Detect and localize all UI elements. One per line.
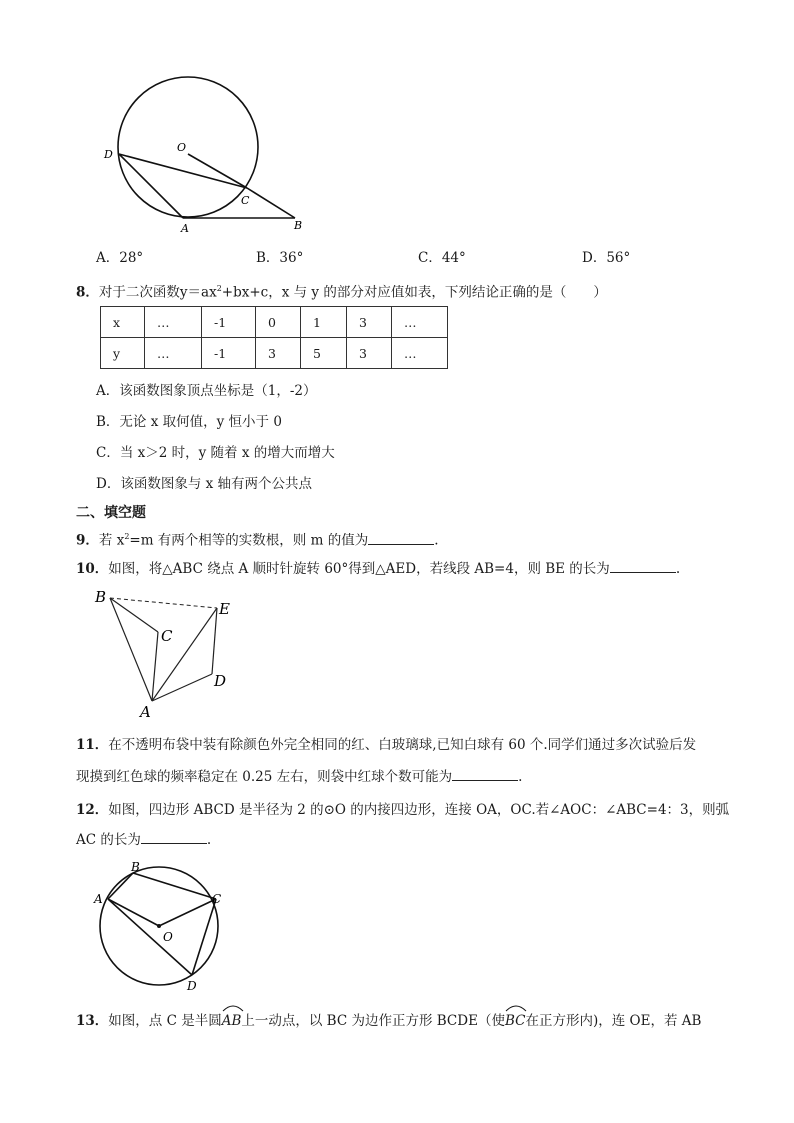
segment-ae [152, 608, 217, 701]
question-text-cont: =m 有两个相等的实数根，则 m 的值为 [129, 532, 369, 549]
segment-oc [159, 899, 216, 926]
label-b: B [95, 588, 107, 606]
question-number: 8． [76, 284, 99, 301]
question-number: 13． [76, 1013, 109, 1029]
rotation-figure [90, 585, 250, 725]
label-e: E [219, 600, 230, 618]
segment-ed [212, 608, 217, 674]
segment-od [119, 154, 247, 188]
q7-option-a[interactable]: A．28° [96, 250, 144, 266]
segment-cb [247, 188, 295, 218]
q8-option-b[interactable]: B．无论 x 取何值，y 恒小于 0 [96, 414, 282, 430]
table-cell: 0 [256, 307, 301, 338]
label-d: D [214, 672, 227, 690]
question-12 [76, 800, 729, 820]
segment-oc [188, 154, 247, 188]
question-13 [76, 1011, 701, 1031]
label-o: O [163, 930, 173, 944]
question-end: . [206, 832, 212, 848]
table-cell: 3 [347, 307, 392, 338]
q7-option-b[interactable]: B．36° [256, 250, 304, 266]
circle-tangent-figure [95, 75, 320, 240]
question-text: 如图，点 C 是半圆 [108, 1013, 222, 1029]
inscribed-quadrilateral-figure [90, 858, 240, 998]
question-text-cont: AC 的长为 [76, 832, 141, 848]
segment-da [108, 899, 192, 975]
table-cell: … [392, 338, 448, 369]
answer-blank[interactable] [368, 530, 434, 545]
question-12-line2 [76, 829, 211, 850]
arc-symbol-icon [505, 1004, 527, 1012]
value-table [100, 306, 448, 369]
table-cell: … [145, 307, 202, 338]
center-point [157, 924, 161, 928]
q7-option-d[interactable]: D．56° [582, 250, 631, 266]
question-number: 10． [76, 561, 109, 577]
label-a: A [140, 703, 151, 721]
segment-bc [133, 873, 216, 899]
table-cell: y [101, 338, 145, 369]
question-text: 若 x [98, 532, 125, 549]
answer-blank[interactable] [610, 558, 676, 573]
q8-option-d[interactable]: D．该函数图象与 x 轴有两个公共点 [96, 476, 313, 492]
question-number: 12． [76, 802, 109, 818]
table-cell: 5 [301, 338, 347, 369]
question-text: 对于二次函数y＝ax [98, 284, 217, 301]
label-o: O [177, 141, 187, 154]
arc-symbol-icon [222, 1004, 244, 1012]
q8-option-c[interactable]: C．当 x＞2 时，y 随着 x 的增大而增大 [96, 445, 335, 461]
label-d: D [187, 979, 197, 993]
arc-ab [222, 1011, 242, 1031]
question-number: 9． [76, 532, 99, 549]
label-c: C [161, 627, 173, 645]
question-9 [76, 527, 439, 551]
arc-bc [505, 1011, 526, 1031]
label-a: A [181, 222, 189, 235]
question-text-cont: 上一动点，以 BC 为边作正方形 BCDE（使 [241, 1013, 505, 1029]
arc-label: BC [504, 1013, 526, 1029]
section-heading: 二、填空题 [76, 505, 146, 521]
table-cell: -1 [202, 338, 256, 369]
label-c: C [212, 892, 222, 906]
question-text-end: 在正方形内)，连 OE，若 AB [525, 1013, 702, 1029]
q7-option-c[interactable]: C．44° [418, 250, 466, 266]
question-text: 在不透明布袋中装有除颜色外完全相同的红、白玻璃球,已知白球有 60 个.同学们通过多次试验后发 [108, 737, 697, 753]
segment-da [119, 154, 183, 218]
question-8 [76, 279, 607, 303]
table-cell: … [392, 307, 448, 338]
q8-option-a[interactable]: A．该函数图象顶点坐标是（1，-2） [96, 383, 317, 399]
question-end: . [518, 769, 523, 785]
question-text: 如图，将△ABC 绕点 A 顺时针旋转 60°得到△AED，若线段 AB=4，则 BE 的长为 [108, 561, 610, 577]
segment-ab [108, 873, 133, 899]
table-row [101, 307, 448, 338]
table-row [101, 338, 448, 369]
superscript: 2 [124, 532, 130, 541]
answer-blank[interactable] [141, 829, 207, 844]
table-cell: 1 [301, 307, 347, 338]
segment-ca [152, 632, 158, 701]
question-11 [76, 735, 696, 755]
question-11-line2 [76, 766, 522, 787]
question-end: . [434, 532, 439, 549]
segment-be-dashed [110, 598, 217, 608]
question-text-cont: 现摸到红色球的频率稳定在 0.25 左右，则袋中红球个数可能为 [76, 769, 453, 785]
question-end: . [675, 561, 681, 577]
label-b: B [131, 860, 140, 874]
question-text-cont: +bx+c，x 与 y 的部分对应值如表，下列结论正确的是（ ） [221, 284, 607, 301]
table-cell: x [101, 307, 145, 338]
arc-label: AB [221, 1013, 242, 1029]
circle-o [118, 77, 258, 217]
table-cell: -1 [202, 307, 256, 338]
superscript: 2 [216, 284, 222, 293]
table-cell: 3 [347, 338, 392, 369]
question-number: 11． [76, 737, 109, 753]
question-10 [76, 558, 680, 579]
table-cell: 3 [256, 338, 301, 369]
table-cell: … [145, 338, 202, 369]
label-a: A [94, 892, 103, 906]
answer-blank[interactable] [452, 766, 518, 781]
label-c: C [241, 194, 250, 207]
label-b: B [294, 219, 303, 232]
question-text: 如图，四边形 ABCD 是半径为 2 的⊙O 的内接四边形，连接 OA，OC.若∠AOC：∠ABC=4：3，则弧 [108, 802, 730, 818]
label-d: D [104, 148, 113, 161]
